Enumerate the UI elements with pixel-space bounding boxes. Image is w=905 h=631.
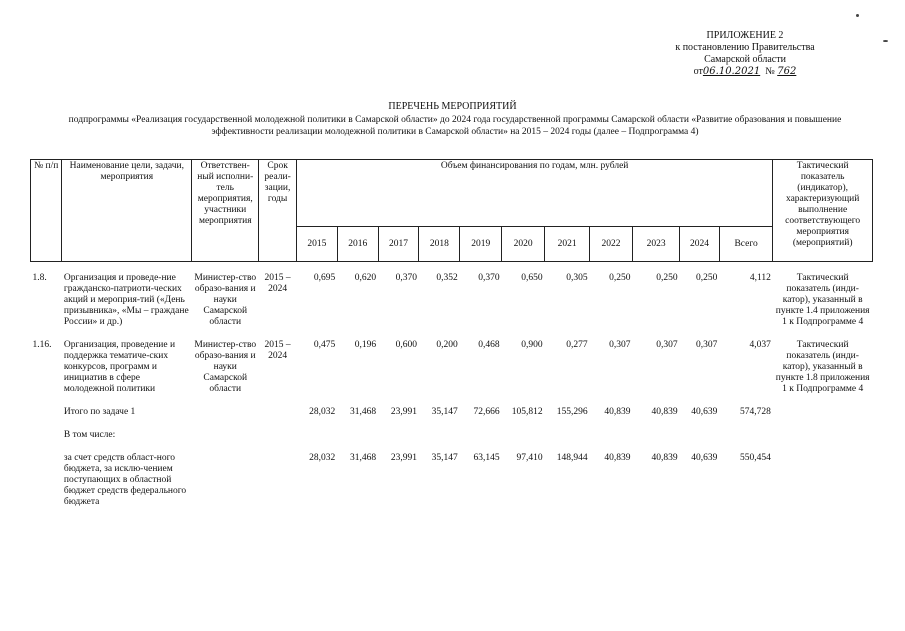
row-value: 0,200 xyxy=(436,340,458,350)
scan-speck xyxy=(883,40,888,42)
total-value: 28,032 xyxy=(309,407,336,417)
row-value: 0,620 xyxy=(354,273,377,283)
document-subtitle: подпрограммы «Реализация государственной молодежной политики в Самарской области» до 2024 года государственной программы Самарской области «Развитие образования и повышение эффективности реализации молодежной политики в Самарской области» на 2015 – 2024 годы (далее – Подпрограмма 4) xyxy=(68,115,842,137)
scan-speck xyxy=(856,14,859,17)
document-title: ПЕРЕЧЕНЬ МЕРОПРИЯТИЙ xyxy=(388,101,517,112)
total-value: 40,839 xyxy=(651,407,678,417)
total-row xyxy=(31,406,873,419)
regional-value: 31,468 xyxy=(349,453,377,463)
row-value: 0,468 xyxy=(478,340,500,350)
total-value: 23,991 xyxy=(390,407,417,417)
row-num: 1.8. xyxy=(32,273,47,283)
row-value: 0,250 xyxy=(696,273,718,283)
row-term: 2015 – 2024 xyxy=(264,273,291,294)
row-total: 4,037 xyxy=(749,340,771,350)
number-prefix: № xyxy=(765,66,775,77)
number-value: 762 xyxy=(777,66,797,77)
row-value: 0,475 xyxy=(313,340,336,350)
appendix-title: ПРИЛОЖЕНИЕ 2 xyxy=(706,30,784,41)
regional-value: 148,944 xyxy=(556,453,588,463)
row-value: 0,370 xyxy=(395,273,417,283)
total-value: 40,839 xyxy=(604,407,631,417)
total-value: 35,147 xyxy=(431,407,458,417)
regional-value: 40,839 xyxy=(651,453,678,463)
row-value: 0,307 xyxy=(609,340,631,350)
header-total: Всего xyxy=(719,227,772,262)
header-year: 2020 xyxy=(502,227,545,262)
regional-row xyxy=(31,452,873,509)
row-value: 0,900 xyxy=(521,340,543,350)
regional-value: 23,991 xyxy=(390,453,417,463)
row-value: 0,650 xyxy=(521,273,543,283)
total-value: 105,812 xyxy=(511,407,543,417)
row-responsible: Министер-ство образо-вания и науки Самарской области xyxy=(194,273,257,327)
row-value: 0,352 xyxy=(436,273,458,283)
header-year: 2016 xyxy=(337,227,378,262)
date-value: 06.10.2021 xyxy=(702,66,761,77)
date-prefix: от xyxy=(693,66,703,77)
header-year: 2018 xyxy=(419,227,460,262)
row-value: 0,250 xyxy=(609,273,631,283)
total-value: 31,468 xyxy=(349,407,377,417)
header-year: 2021 xyxy=(545,227,590,262)
header-year: 2015 xyxy=(296,227,337,262)
table-row xyxy=(31,272,873,329)
row-value: 0,305 xyxy=(566,273,588,283)
total-value: 40,639 xyxy=(691,407,718,417)
appendix-line-2: к постановлению Правительства xyxy=(675,42,815,53)
header-year: 2023 xyxy=(633,227,680,262)
including-label: В том числе: xyxy=(63,430,116,440)
header-responsible: Ответствен-ный исполни-тель мероприятия, участники мероприятия xyxy=(192,160,259,262)
row-value: 0,307 xyxy=(696,340,718,350)
header-funding: Объем финансирования по годам, млн. рублей xyxy=(296,160,772,227)
regional-value: 63,145 xyxy=(473,453,500,463)
row-value: 0,370 xyxy=(478,273,500,283)
table-row xyxy=(31,339,873,396)
regional-value: 35,147 xyxy=(431,453,458,463)
row-term: 2015 – 2024 xyxy=(264,340,291,361)
row-name: Организация, проведение и поддержка тематиче-ских конкурсов, программ и инициатив в сфере молодежной политики xyxy=(63,340,176,394)
row-num: 1.16. xyxy=(32,340,52,350)
regional-value: 97,410 xyxy=(516,453,543,463)
row-responsible: Министер-ство образо-вания и науки Самарской области xyxy=(194,340,257,394)
header-year: 2024 xyxy=(680,227,720,262)
row-total: 4,112 xyxy=(749,273,771,283)
row-value: 0,277 xyxy=(566,340,588,350)
row-value: 0,196 xyxy=(354,340,377,350)
row-value: 0,307 xyxy=(656,340,678,350)
including-row xyxy=(31,429,873,442)
row-value: 0,695 xyxy=(313,273,336,283)
row-value: 0,250 xyxy=(656,273,678,283)
regional-sum: 550,454 xyxy=(739,453,771,463)
total-sum: 574,728 xyxy=(739,407,771,417)
row-name: Организация и проведе-ние гражданско-патриоти-ческих акций и мероприя-тий («День призывника», «Мы – граждане России» и др.) xyxy=(63,273,189,327)
row-value: 0,600 xyxy=(395,340,417,350)
total-value: 72,666 xyxy=(473,407,500,417)
appendix-line-3: Самарской области xyxy=(704,54,786,65)
total-label: Итого по задаче 1 xyxy=(63,407,136,417)
header-name: Наименование цели, задачи, мероприятия xyxy=(62,160,192,262)
header-year: 2017 xyxy=(378,227,419,262)
header-num: № п/п xyxy=(31,160,62,262)
regional-value: 40,839 xyxy=(604,453,631,463)
regional-value: 40,639 xyxy=(691,453,718,463)
signature-line xyxy=(640,66,850,78)
total-value: 155,296 xyxy=(556,407,588,417)
measures-table xyxy=(30,159,873,509)
header-year: 2022 xyxy=(590,227,633,262)
header-year: 2019 xyxy=(460,227,502,262)
header-term: Срок реали-зации, годы xyxy=(259,160,297,262)
row-indicator: Тактический показатель (инди-катор), указанный в пункте 1.4 приложения 1 к Подпрограмме 4 xyxy=(775,273,870,327)
row-indicator: Тактический показатель (инди-катор), указанный в пункте 1.8 приложения 1 к Подпрограмме 4 xyxy=(775,340,870,394)
regional-label: за счет средств област-ного бюджета, за исклю-чением поступающих в областной бюджет средств федерального бюджета xyxy=(63,453,187,507)
regional-value: 28,032 xyxy=(309,453,336,463)
header-indicator: Тактический показатель (индикатор), характеризующий выполнение соответствующего мероприятия (мероприятий) xyxy=(773,160,873,262)
appendix-block xyxy=(640,30,850,78)
